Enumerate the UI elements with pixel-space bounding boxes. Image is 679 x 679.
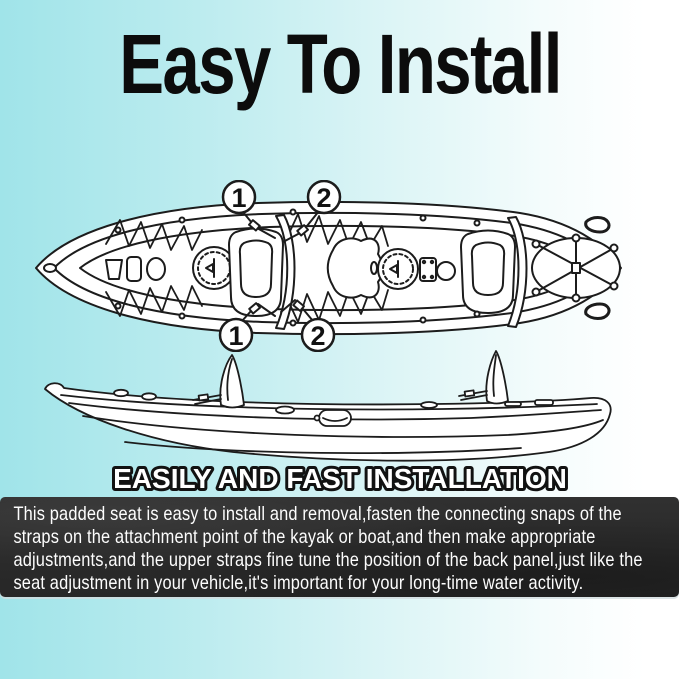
callout-1-bottom (220, 319, 252, 351)
kayak-side-view-illustration (35, 348, 620, 463)
callout-2-bottom (302, 319, 334, 351)
rear-hatch (378, 249, 418, 289)
callout-1-top (223, 181, 255, 213)
subtitle-svg (70, 456, 610, 498)
callout-1-bottom-label: 1 (228, 321, 244, 351)
page-title (0, 17, 679, 111)
callout-2-bottom-label: 2 (310, 321, 326, 351)
description-box (0, 497, 679, 597)
page-title-text: Easy To Install (118, 17, 561, 111)
side-backrest-rear (459, 351, 508, 404)
callout-1-top-label: 1 (231, 183, 247, 213)
bow-fitting (44, 264, 56, 272)
description-text: This padded seat is easy to install and removal,fasten the connecting snaps of the straps on the attachment point of the kayak or boat,and then make appropriate adjustments,and the upper straps fine tune the position of the back panel,just like the seat adjustment in your vehicle,it's important for your long-time water activity. (13, 503, 643, 594)
kayak-top-view-illustration (30, 180, 630, 352)
side-backrest-front (193, 355, 244, 408)
callout-2-top-label: 2 (316, 183, 332, 213)
center-seat-base (328, 238, 384, 297)
subtitle-banner (0, 456, 679, 498)
deck-fittings-bow (106, 257, 165, 281)
callout-2-top (308, 181, 340, 213)
subtitle-text: EASILY AND FAST INSTALLATION (112, 463, 567, 494)
